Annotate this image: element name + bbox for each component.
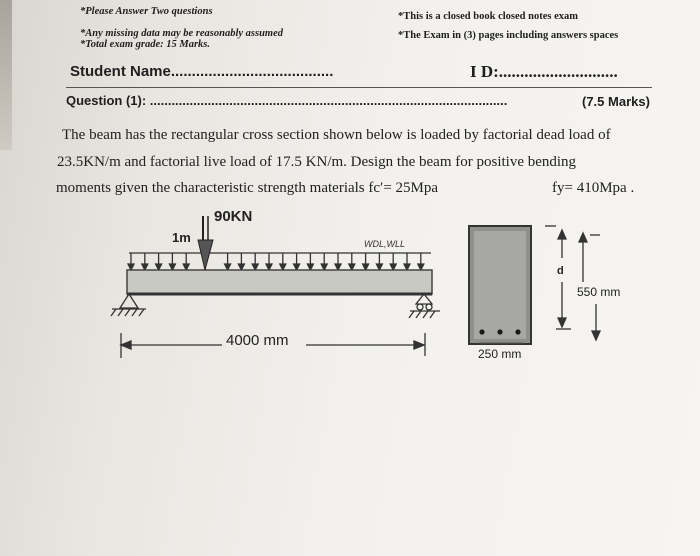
question-line-2: 23.5KN/m and factorial live load of 17.5 KN/m. Design the beam for positive bending [57, 154, 577, 170]
udl-arrow-head [390, 264, 396, 270]
udl-arrow-head [252, 264, 258, 270]
udl-arrow-head [156, 264, 162, 270]
section-fill [474, 231, 526, 339]
note-total-grade: *Total exam grade: 15 Marks. [80, 39, 210, 50]
load-offset-label: 1m [172, 230, 191, 245]
udl-arrow-head [128, 264, 134, 270]
section-width-label: 250 mm [478, 347, 522, 361]
udl-arrow-head [280, 264, 286, 270]
udl-arrow-head [418, 264, 424, 270]
roller-support-right [409, 294, 440, 318]
udl-arrow-head [142, 264, 148, 270]
student-name-label: Student Name....................................... [70, 63, 334, 80]
beam-body [127, 270, 432, 294]
note-closed-book: *This is a closed book closed notes exam [398, 11, 578, 22]
student-id-label: I D:............................ [470, 62, 618, 81]
section-height-label: 550 mm [577, 285, 621, 299]
udl-arrow-head [335, 264, 341, 270]
d-label: d [557, 265, 564, 277]
question-label: Question (1): ................................................................................................... [66, 93, 508, 108]
question-line-1: The beam has the rectangular cross section shown below is loaded by factorial dead load of [62, 127, 611, 143]
point-load-arrow [198, 216, 213, 270]
question-line-3: moments given the characteristic strength materials fc′= 25Mpa [56, 180, 439, 196]
udl-arrow-head [404, 264, 410, 270]
udl-label: WDL,WLL [364, 239, 406, 249]
note-exam-pages: *The Exam in (3) pages including answers spaces [398, 30, 619, 41]
question-fy: fy= 410Mpa . [552, 180, 635, 196]
udl-arrow-head [266, 264, 272, 270]
udl-arrow-head [169, 264, 175, 270]
udl-arrow-head [349, 264, 355, 270]
udl-arrow-head [363, 264, 369, 270]
question-marks: (7.5 Marks) [582, 94, 650, 109]
udl-arrow-head [307, 264, 313, 270]
note-answer-two: *Please Answer Two questions [80, 6, 213, 17]
note-missing-data: *Any missing data may be reasonably assumed [80, 28, 284, 39]
point-load-label: 90KN [214, 208, 253, 225]
udl-arrow-head [294, 264, 300, 270]
udl-arrow-head [238, 264, 244, 270]
d-dimension [545, 226, 571, 329]
udl-arrow-head [321, 264, 327, 270]
span-label: 4000 mm [226, 332, 289, 349]
udl-arrow-head [183, 264, 189, 270]
pin-support-left [111, 294, 146, 316]
udl-arrows [128, 253, 431, 270]
udl-arrow-head [225, 264, 231, 270]
udl-arrow-head [376, 264, 382, 270]
